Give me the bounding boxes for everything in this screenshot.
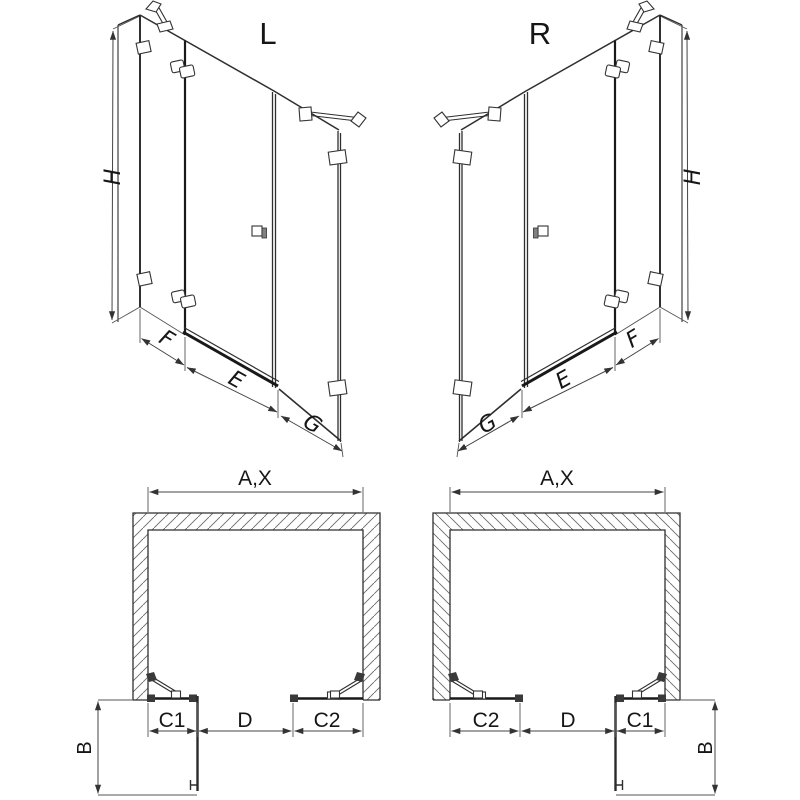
label-c1-right: C1	[626, 709, 654, 732]
label-d-right: D	[560, 709, 576, 732]
label-d-left: D	[237, 709, 253, 732]
label-f-right: F	[621, 325, 646, 354]
label-c2-right: C2	[472, 709, 500, 732]
plan-right-linework	[433, 487, 715, 795]
label-f-left: F	[154, 325, 179, 354]
label-height-right: H	[681, 168, 706, 186]
label-ax-left: A,X	[238, 467, 272, 490]
label-variant-left: L	[259, 16, 277, 51]
labels-layer	[74, 16, 717, 755]
label-c2-left: C2	[313, 709, 341, 732]
label-c1-left: C1	[158, 709, 186, 732]
label-e-right: E	[551, 366, 576, 395]
label-variant-right: R	[528, 16, 552, 51]
label-g-left: G	[298, 409, 326, 440]
label-b-right: B	[695, 741, 717, 755]
label-height-left: H	[101, 168, 126, 186]
label-ax-right: A,X	[540, 467, 574, 490]
label-b-left: B	[74, 741, 96, 755]
label-g-right: G	[474, 409, 502, 440]
plan-left-linework	[98, 487, 380, 795]
label-e-left: E	[224, 366, 249, 395]
